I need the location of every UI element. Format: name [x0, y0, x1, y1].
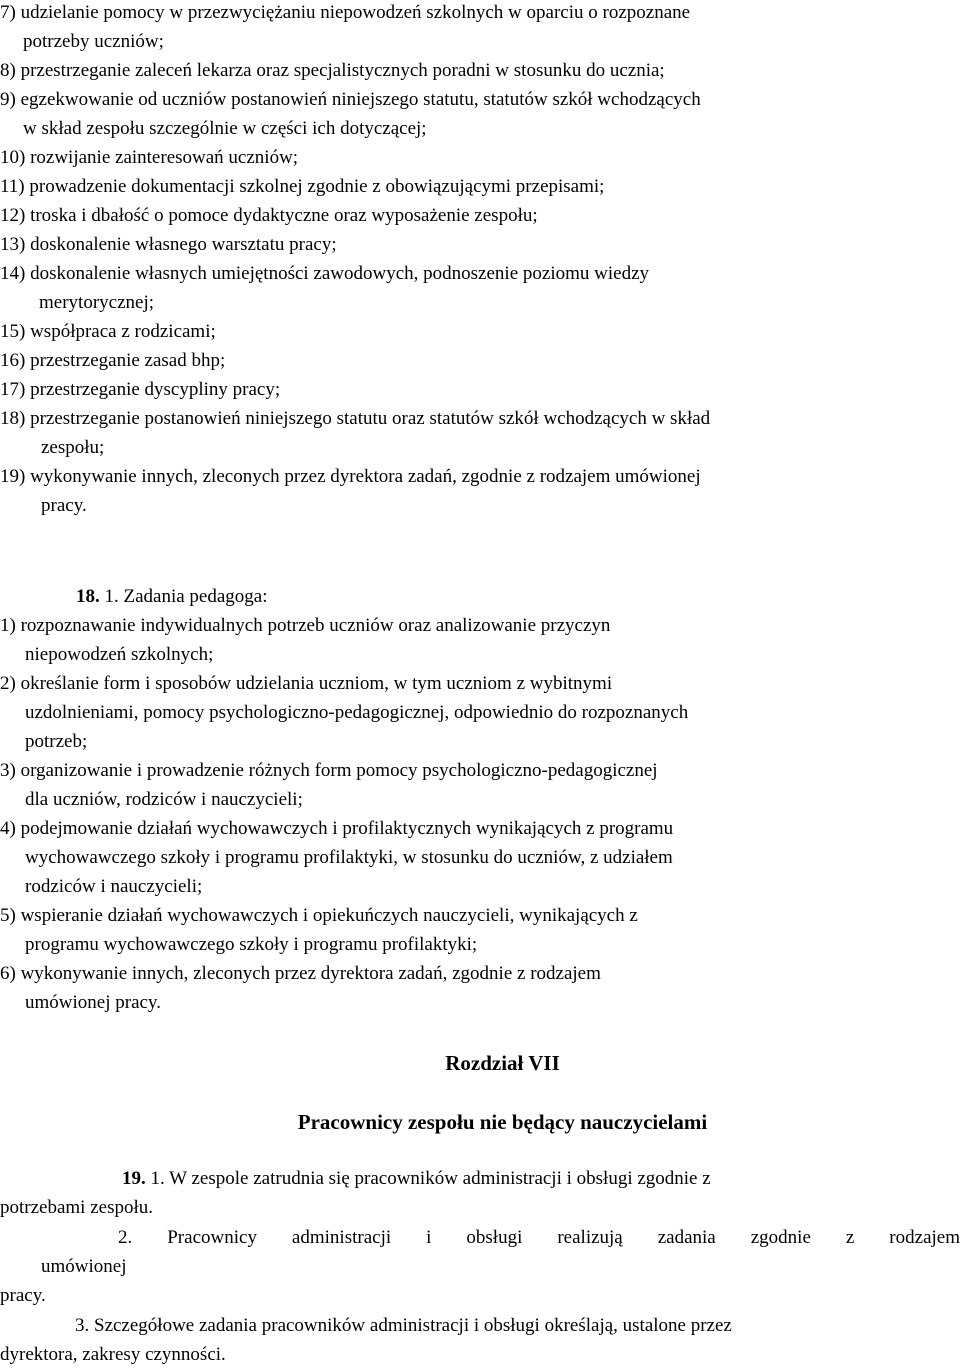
list-item-19-cont: pracy. — [41, 495, 87, 516]
list-item-18-cont: zespołu; — [41, 437, 105, 458]
list-item-8: 8) przestrzeganie zaleceń lekarza oraz specjalistycznych poradni w stosunku do ucznia; — [0, 60, 665, 81]
list-item-10: 10) rozwijanie zainteresowań uczniów; — [0, 147, 299, 168]
pedagog-task-3-cont: dla uczniów, rodziców i nauczycieli; — [25, 789, 303, 810]
section-18-heading-text: 1. Zadania pedagoga: — [99, 586, 268, 607]
pedagog-task-2: 2) określanie form i sposobów udzielania uczniom, w tym uczniom z wybitnymi — [0, 673, 613, 694]
pedagog-task-1-cont: niepowodzeń szkolnych; — [25, 644, 214, 665]
section-19-para-1-text: 1. W zespole zatrudnia się pracowników administracji i obsługi zgodnie z — [145, 1168, 711, 1189]
pedagog-task-6-cont: umówionej pracy. — [25, 992, 161, 1013]
pedagog-task-3: 3) organizowanie i prowadzenie różnych form pomocy psychologiczno-pedagogicznej — [0, 760, 658, 781]
section-19-para-1 — [122, 1166, 711, 1192]
list-item-17: 17) przestrzeganie dyscypliny pracy; — [0, 379, 281, 400]
pedagog-task-5-cont: programu wychowawczego szkoły i programu profilaktyki; — [25, 934, 478, 955]
list-item-9: 9) egzekwowanie od uczniów postanowień niniejszego statutu, statutów szkół wchodzących — [0, 89, 701, 110]
chapter-subtitle: Pracownicy zespołu nie będący nauczycielami — [297, 1110, 708, 1134]
list-item-12: 12) troska i dbałość o pomoce dydaktyczne oraz wyposażenie zespołu; — [0, 205, 538, 226]
pedagog-task-4-cont-b: rodziców i nauczycieli; — [25, 876, 203, 897]
list-item-19: 19) wykonywanie innych, zleconych przez dyrektora zadań, zgodnie z rodzajem umówionej — [0, 466, 701, 487]
pedagog-task-5: 5) wspieranie działań wychowawczych i opiekuńczych nauczycieli, wynikających z — [0, 905, 638, 926]
section-19-para-2-cont-a: umówionej — [41, 1256, 127, 1277]
section-19-para-2: 2. Pracownicy administracji i obsługi realizują zadania zgodnie z rodzajem — [118, 1227, 960, 1248]
list-item-7: 7) udzielanie pomocy w przezwyciężaniu niepowodzeń szkolnych w oparciu o rozpoznane — [0, 2, 691, 23]
list-item-14: 14) doskonalenie własnych umiejętności zawodowych, podnoszenie poziomu wiedzy — [0, 263, 649, 284]
section-19-para-1-cont: potrzebami zespołu. — [0, 1197, 154, 1218]
list-item-16: 16) przestrzeganie zasad bhp; — [0, 350, 226, 371]
section-19-para-2-cont-b: pracy. — [0, 1285, 46, 1306]
pedagog-task-4: 4) podejmowanie działań wychowawczych i profilaktycznych wynikających z programu — [0, 818, 674, 839]
pedagog-task-2-cont-a: uzdolnieniami, pomocy psychologiczno-pedagogicznej, odpowiednio do rozpoznanych — [25, 702, 689, 723]
section-19-para-3: 3. Szczegółowe zadania pracowników administracji i obsługi określają, ustalone przez — [75, 1315, 732, 1336]
list-item-11: 11) prowadzenie dokumentacji szkolnej zgodnie z obowiązującymi przepisami; — [0, 176, 605, 197]
list-item-9-cont: w skład zespołu szczególnie w części ich dotyczącej; — [23, 118, 427, 139]
pedagog-task-1: 1) rozpoznawanie indywidualnych potrzeb uczniów oraz analizowanie przyczyn — [0, 615, 611, 636]
section-19-para-3-cont: dyrektora, zakresy czynności. — [0, 1344, 226, 1365]
list-item-7-cont: potrzeby uczniów; — [23, 31, 164, 52]
list-item-13: 13) doskonalenie własnego warsztatu pracy; — [0, 234, 337, 255]
list-item-14-cont: merytorycznej; — [39, 292, 155, 313]
section-18-number: 18. — [76, 586, 100, 607]
pedagog-task-2-cont-b: potrzeb; — [25, 731, 88, 752]
section-19-number: 19. — [122, 1168, 146, 1189]
pedagog-task-6: 6) wykonywanie innych, zleconych przez dyrektora zadań, zgodnie z rodzajem — [0, 963, 601, 984]
list-item-18: 18) przestrzeganie postanowień niniejszego statutu oraz statutów szkół wchodzących w skład — [0, 408, 711, 429]
list-item-15: 15) współpraca z rodzicami; — [0, 321, 216, 342]
pedagog-task-4-cont-a: wychowawczego szkoły i programu profilaktyki, w stosunku do uczniów, z udziałem — [25, 847, 673, 868]
chapter-title: Rozdział VII — [445, 1051, 560, 1075]
section-18-heading — [76, 584, 268, 610]
